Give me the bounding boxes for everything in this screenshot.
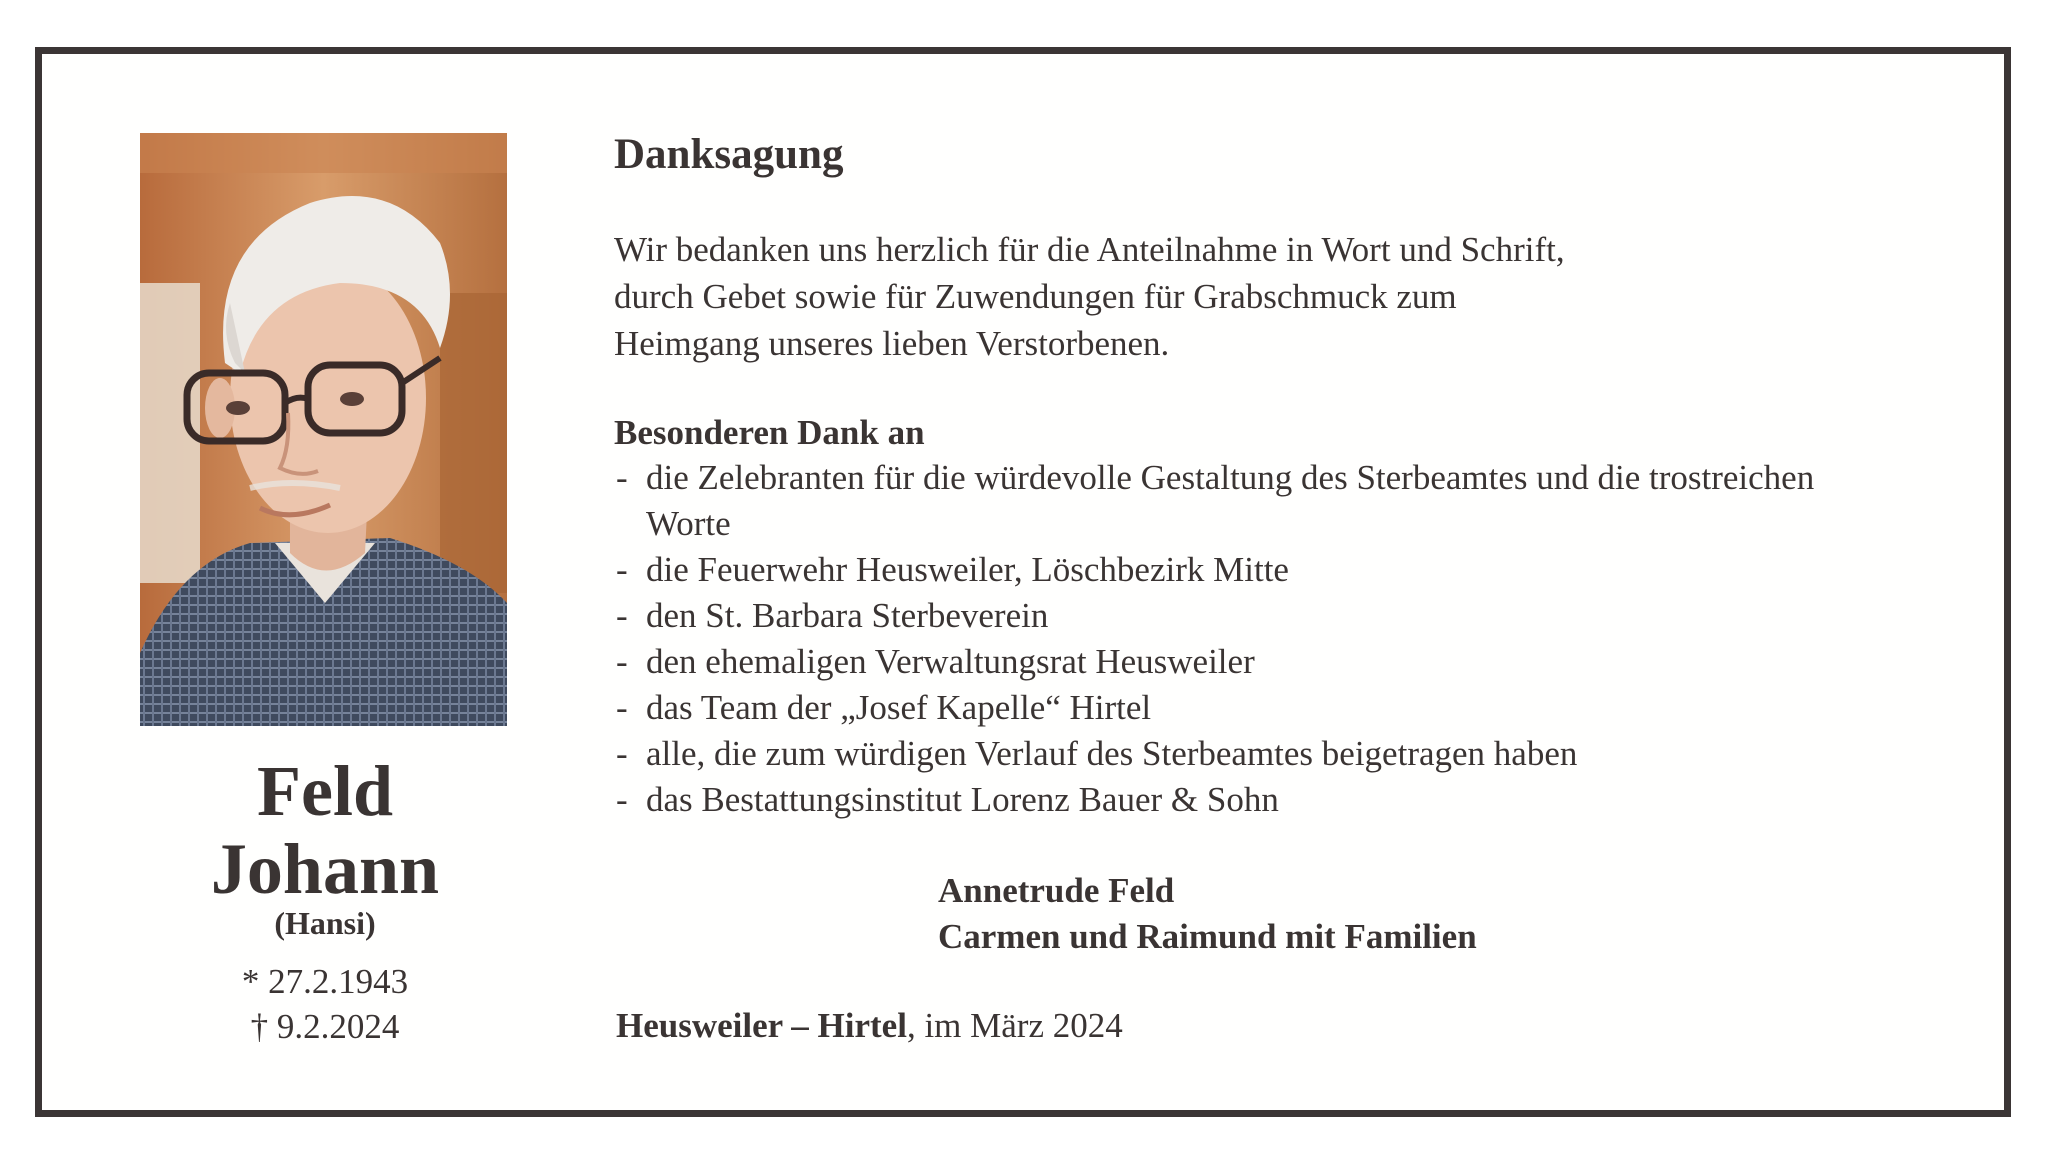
thanks-list: [614, 455, 1864, 823]
intro-line: Wir bedanken uns herzlich für die Anteilnahme in Wort und Schrift,: [614, 230, 1565, 269]
signer-name: Carmen und Raimund mit Familien: [938, 917, 1477, 956]
list-item: - den ehemaligen Verwaltungsrat Heusweiler: [614, 639, 1864, 685]
date-text: , im März 2024: [906, 1006, 1123, 1045]
place-and-date: [616, 1006, 1123, 1046]
list-item: - das Bestattungsinstitut Lorenz Bauer & Sohn: [614, 777, 1864, 823]
intro-paragraph: [614, 226, 1814, 367]
portrait-photo: [140, 133, 507, 726]
deceased-nickname: (Hansi): [274, 905, 376, 941]
list-item: - den St. Barbara Sterbeverein: [614, 593, 1864, 639]
signers-block: [938, 868, 1477, 960]
place-name: Heusweiler – Hirtel: [616, 1006, 907, 1045]
deceased-surname: Feld: [257, 751, 393, 831]
signer-name: Annetrude Feld: [938, 871, 1175, 910]
list-item: - die Zelebranten für die würdevolle Gestaltung des Sterbeamtes und die trostreichen Worte: [614, 455, 1864, 547]
list-item: - alle, die zum würdigen Verlauf des Sterbeamtes beigetragen haben: [614, 731, 1864, 777]
intro-line: Heimgang unseres lieben Verstorbenen.: [614, 324, 1170, 363]
birth-date: * 27.2.1943: [241, 962, 409, 1001]
list-item: - das Team der „Josef Kapelle“ Hirtel: [614, 685, 1864, 731]
intro-line: durch Gebet sowie für Zuwendungen für Grabschmuck zum: [614, 277, 1457, 316]
deceased-first-name: Johann: [210, 829, 440, 909]
death-date: † 9.2.2024: [250, 1007, 400, 1046]
thanks-title: Besonderen Dank an: [614, 413, 925, 452]
list-item: - die Feuerwehr Heusweiler, Löschbezirk Mitte: [614, 547, 1864, 593]
notice-heading: Danksagung: [614, 131, 844, 178]
